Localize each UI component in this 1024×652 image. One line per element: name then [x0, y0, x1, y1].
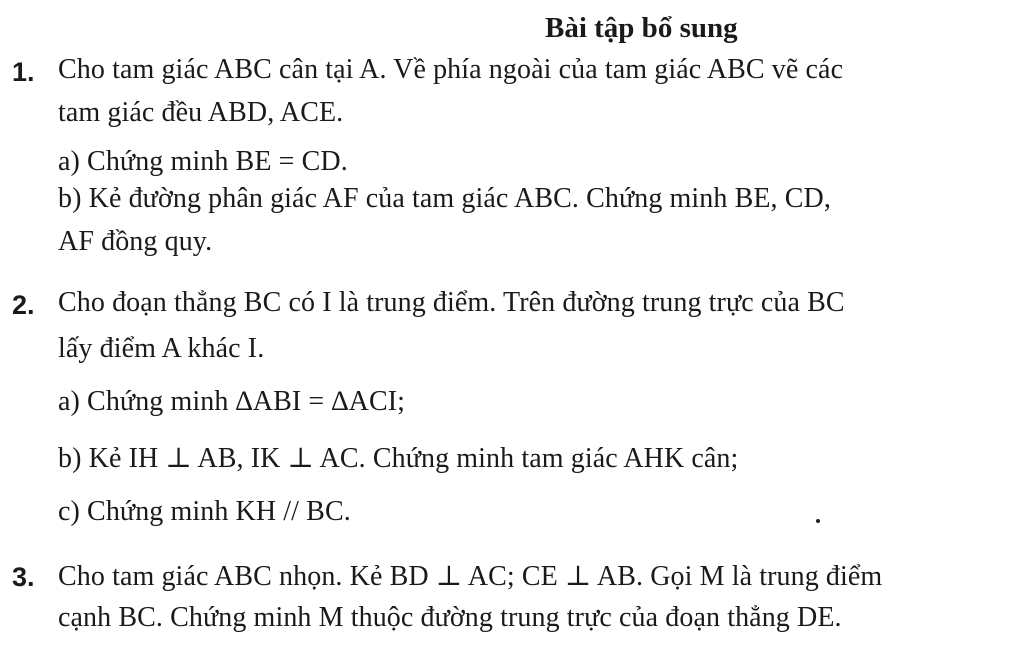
problem-3-line-1: Cho tam giác ABC nhọn. Kẻ BD ⊥ AC; CE ⊥ AB. Gọi M là trung điểm [58, 561, 883, 592]
page-title: Bài tập bổ sung [545, 12, 738, 44]
problem-2-number: 2. [12, 290, 35, 320]
problem-2-part-b: b) Kẻ IH ⊥ AB, IK ⊥ AC. Chứng minh tam giác AHK cân; [58, 443, 739, 474]
problem-1-line-1: Cho tam giác ABC cân tại A. Về phía ngoài của tam giác ABC vẽ các [58, 54, 844, 85]
problem-2-part-c: c) Chứng minh KH // BC. [58, 496, 351, 527]
problem-1-part-b-cont: AF đồng quy. [58, 226, 213, 257]
speck-mark [816, 519, 820, 523]
problem-2-line-2: lấy điểm A khác I. [58, 333, 265, 364]
problem-2-part-a: a) Chứng minh ∆ABI = ∆ACI; [58, 386, 406, 417]
problem-1-part-b: b) Kẻ đường phân giác AF của tam giác ABC. Chứng minh BE, CD, [58, 183, 831, 214]
problem-2-line-1: Cho đoạn thẳng BC có I là trung điểm. Trên đường trung trực của BC [58, 287, 845, 318]
problem-1-number: 1. [12, 57, 35, 87]
problem-1-line-2: tam giác đều ABD, ACE. [58, 97, 344, 128]
problem-1-part-a: a) Chứng minh BE = CD. [58, 146, 348, 177]
problem-3-number: 3. [12, 562, 35, 592]
problem-3-line-2: cạnh BC. Chứng minh M thuộc đường trung trực của đoạn thẳng DE. [58, 602, 842, 633]
